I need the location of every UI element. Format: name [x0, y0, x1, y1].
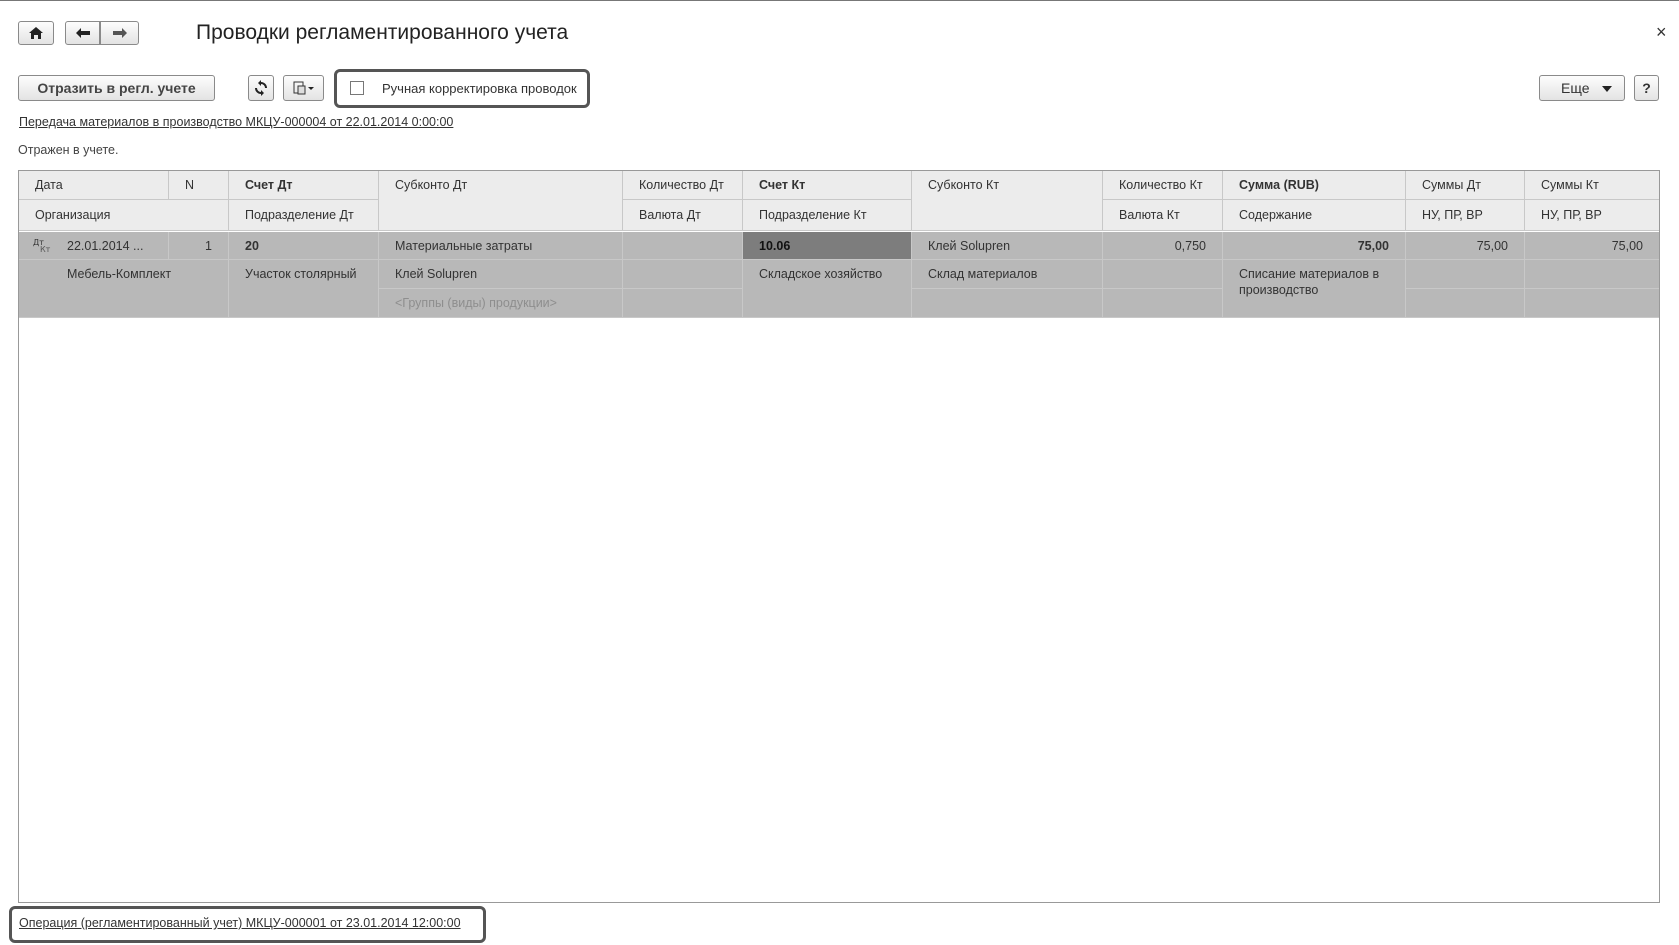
header-sums-dt[interactable]: Суммы Дт: [1406, 171, 1525, 200]
cell-qty-dt-extra: [623, 289, 743, 318]
cell-subconto-kt-2[interactable]: Склад материалов: [912, 260, 1103, 289]
header-currency-kt[interactable]: Валюта Кт: [1103, 200, 1223, 231]
header-sums-kt[interactable]: Суммы Кт: [1525, 171, 1659, 200]
more-button-label: Еще: [1561, 80, 1590, 96]
header-subconto-dt[interactable]: Субконто Дт: [379, 171, 623, 231]
status-text: Отражен в учете.: [18, 143, 119, 157]
cell-sums-kt[interactable]: 75,00: [1525, 232, 1659, 260]
arrow-right-icon: [112, 27, 128, 39]
cell-tax-kt-extra: [1525, 289, 1659, 318]
header-date[interactable]: Дата: [19, 171, 169, 200]
header-dept-kt[interactable]: Подразделение Кт: [743, 200, 912, 231]
cell-content[interactable]: Списание материалов в производство: [1223, 260, 1406, 318]
header-subconto-kt[interactable]: Субконто Кт: [912, 171, 1103, 231]
header-n[interactable]: N: [169, 171, 229, 200]
document-link[interactable]: Передача материалов в производство МКЦУ-000004 от 22.01.2014 0:00:00: [19, 115, 454, 129]
header-content[interactable]: Содержание: [1223, 200, 1406, 231]
cell-qty-kt[interactable]: 0,750: [1103, 232, 1223, 260]
header-dept-dt[interactable]: Подразделение Дт: [229, 200, 379, 231]
cell-subconto-kt-3[interactable]: [912, 289, 1103, 318]
cell-qty-dt[interactable]: [623, 232, 743, 260]
cell-tax-kt[interactable]: [1525, 260, 1659, 289]
header-org[interactable]: Организация: [19, 200, 229, 231]
cell-subconto-kt-1[interactable]: Клей Solupren: [912, 232, 1103, 260]
more-button[interactable]: [1539, 75, 1625, 101]
home-button[interactable]: [18, 21, 54, 45]
reflect-in-accounting-button[interactable]: Отразить в регл. учете: [18, 75, 215, 101]
arrow-left-icon: [75, 27, 91, 39]
cell-tax-dt-extra: [1406, 289, 1525, 318]
cell-tax-dt[interactable]: [1406, 260, 1525, 289]
svg-text:Дт: Дт: [33, 238, 44, 247]
cell-sums-dt[interactable]: 75,00: [1406, 232, 1525, 260]
cell-n[interactable]: 1: [169, 232, 229, 260]
entries-table: [18, 170, 1660, 903]
svg-text:Кт: Кт: [40, 245, 51, 253]
refresh-button[interactable]: [248, 75, 274, 101]
manual-correction-label: Ручная корректировка проводок: [382, 81, 577, 96]
cell-account-dt[interactable]: 20: [229, 232, 379, 260]
header-qty-kt[interactable]: Количество Кт: [1103, 171, 1223, 200]
document-structure-icon: [293, 81, 315, 95]
dt-kt-entry-icon: [33, 237, 51, 253]
cell-subconto-dt-3[interactable]: <Группы (виды) продукции>: [379, 289, 623, 318]
cell-subconto-dt-2[interactable]: Клей Solupren: [379, 260, 623, 289]
window-top-border: [0, 0, 1679, 1]
operation-link[interactable]: Операция (регламентированный учет) МКЦУ-000001 от 23.01.2014 12:00:00: [19, 916, 461, 930]
header-currency-dt[interactable]: Валюта Дт: [623, 200, 743, 231]
cell-currency-dt[interactable]: [623, 260, 743, 289]
manual-correction-checkbox[interactable]: [350, 81, 364, 95]
header-account-dt[interactable]: Счет Дт: [229, 171, 379, 200]
header-tax-kt[interactable]: НУ, ПР, ВР: [1525, 200, 1659, 231]
header-tax-dt[interactable]: НУ, ПР, ВР: [1406, 200, 1525, 231]
back-button[interactable]: [65, 21, 100, 45]
close-button[interactable]: ×: [1656, 22, 1667, 42]
cell-account-kt[interactable]: 10.06: [743, 232, 912, 260]
cell-qty-kt-extra: [1103, 289, 1223, 318]
header-qty-dt[interactable]: Количество Дт: [623, 171, 743, 200]
cell-dept-dt[interactable]: Участок столярный: [229, 260, 379, 318]
structure-menu-button[interactable]: [283, 75, 324, 101]
home-icon: [28, 26, 44, 40]
refresh-icon: [253, 80, 269, 96]
header-account-kt[interactable]: Счет Кт: [743, 171, 912, 200]
page-title: Проводки регламентированного учета: [196, 21, 569, 44]
chevron-down-icon: [1602, 86, 1612, 92]
cell-sum[interactable]: 75,00: [1223, 232, 1406, 260]
header-sum[interactable]: Сумма (RUB): [1223, 171, 1406, 200]
cell-subconto-dt-1[interactable]: Материальные затраты: [379, 232, 623, 260]
cell-dept-kt[interactable]: Складское хозяйство: [743, 260, 912, 318]
cell-currency-kt[interactable]: [1103, 260, 1223, 289]
help-button[interactable]: ?: [1634, 75, 1659, 101]
forward-button[interactable]: [100, 21, 139, 45]
cell-date[interactable]: [19, 232, 169, 260]
cell-org[interactable]: Мебель-Комплект: [19, 260, 229, 318]
cell-date-text: 22.01.2014 ...: [67, 239, 144, 253]
